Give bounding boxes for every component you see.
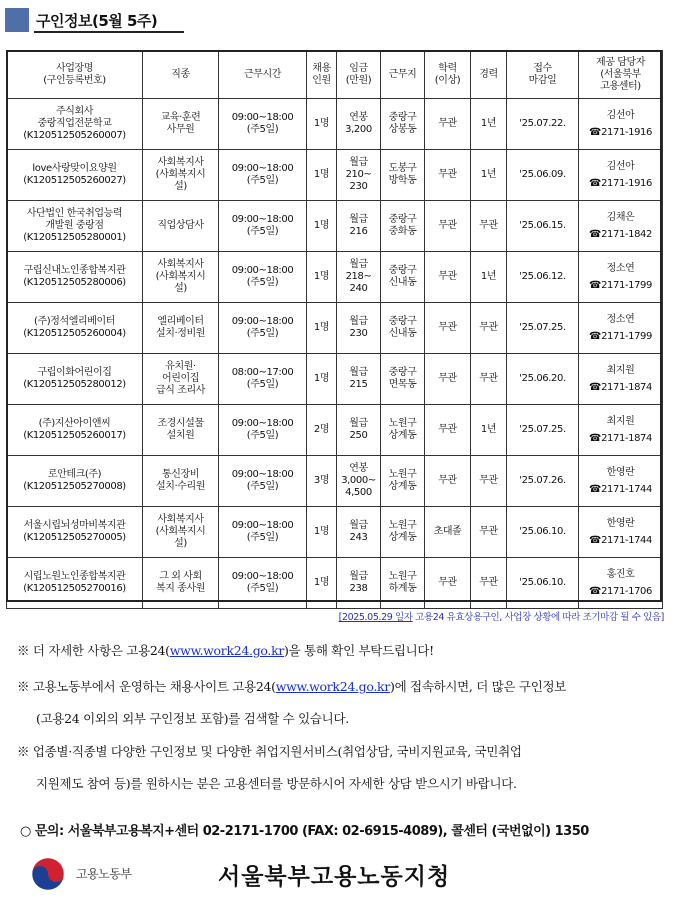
phone-icon: ☎ [589,228,602,240]
work24-link-1[interactable]: www.work24.go.kr [169,643,285,658]
wage-cell: 월급 243 [337,507,381,558]
column-header: 직종 [143,51,219,99]
hours-cell: 09:00~18:00 (주5일) [219,252,307,303]
job-cell: 그 외 사회 복지 종사원 [143,558,219,609]
table-row [7,303,663,354]
manager-phone: ☎2171-1842 [589,228,652,240]
company-cell: 주식회사 중랑직업전문학교 (K120512505260007) [7,99,143,150]
deadline-cell: '25.06.09. [507,150,579,201]
deadline-cell: '25.06.10. [507,507,579,558]
experience-cell: 무관 [471,507,507,558]
manager-cell [579,252,663,303]
count-cell: 1명 [307,354,337,405]
taegeuk-logo-icon [30,856,66,892]
column-header: 경력 [471,51,507,99]
job-cell: 유치원· 어린이집 급식 조리사 [143,354,219,405]
location-cell: 노원구 하계동 [381,558,425,609]
job-cell: 사회복지사 (사회복지시 설) [143,150,219,201]
education-cell: 무관 [425,405,471,456]
phone-icon: ☎ [589,330,602,342]
hours-cell: 09:00~18:00 (주5일) [219,150,307,201]
phone-icon: ☎ [589,585,602,597]
manager-phone: ☎2171-1744 [589,534,652,546]
manager-cell [579,507,663,558]
job-cell: 통신장비 설치·수리원 [143,456,219,507]
phone-icon: ☎ [589,126,602,138]
deadline-cell: '25.07.25. [507,303,579,354]
info-paragraph-2 [17,677,566,695]
manager-cell [579,354,663,405]
experience-cell: 무관 [471,558,507,609]
contact-line: ○ 문의: 서울북부고용복지+센터 02-2171-1700 (FAX: 02-6915-4089), 콜센터 (국번없이) 1350 [20,824,589,839]
manager-phone: ☎2171-1799 [589,330,652,342]
manager-name: 김채은 [606,211,635,223]
table-row [7,150,663,201]
deadline-cell: '25.07.22. [507,99,579,150]
page-title: 구인정보(5월 5주) [36,12,158,30]
table-row [7,558,663,609]
experience-cell: 1년 [471,252,507,303]
manager-cell [579,303,663,354]
manager-name: 정소연 [606,262,635,274]
count-cell: 1명 [307,252,337,303]
job-cell: 교육·훈련 사무원 [143,99,219,150]
wage-cell: 연봉 3,000~ 4,500 [337,456,381,507]
manager-cell [579,405,663,456]
hours-cell: 09:00~18:00 (주5일) [219,456,307,507]
manager-cell [579,150,663,201]
experience-cell: 무관 [471,456,507,507]
wage-cell: 월급 215 [337,354,381,405]
job-cell: 직업상담사 [143,201,219,252]
wage-cell: 월급 218~ 240 [337,252,381,303]
hours-cell: 09:00~18:00 (주5일) [219,99,307,150]
para1-text-end: )을 통해 확인 부탁드립니다! [284,643,434,658]
job-cell: 사회복지사 (사회복지시 설) [143,507,219,558]
experience-cell: 1년 [471,99,507,150]
location-cell: 도봉구 방학동 [381,150,425,201]
count-cell: 1명 [307,507,337,558]
table-row [7,354,663,405]
wage-cell: 월급 216 [337,201,381,252]
manager-phone: ☎2171-1799 [589,279,652,291]
deadline-cell: '25.06.10. [507,558,579,609]
manager-name: 한영란 [606,517,635,529]
wage-cell: 월급 238 [337,558,381,609]
experience-cell: 무관 [471,354,507,405]
table-note [339,609,664,623]
para2-text: ※ 고용노동부에서 운영하는 채용사이트 고용24( [17,679,276,694]
company-cell: 시립노원노인종합복지관 (K120512505270016) [7,558,143,609]
manager-phone: ☎2171-1744 [589,483,652,495]
wage-cell: 연봉 3,200 [337,99,381,150]
manager-cell [579,558,663,609]
hours-cell: 09:00~18:00 (주5일) [219,405,307,456]
manager-name: 정소연 [606,313,635,325]
table-row [7,507,663,558]
manager-phone: ☎2171-1874 [589,381,652,393]
deadline-cell: '25.07.26. [507,456,579,507]
column-header: 근무시간 [219,51,307,99]
title-accent-block [5,8,29,32]
education-cell: 무관 [425,252,471,303]
phone-icon: ☎ [589,432,602,444]
location-cell: 노원구 상계동 [381,507,425,558]
manager-name: 한영란 [606,466,635,478]
count-cell: 3명 [307,456,337,507]
phone-icon: ☎ [589,279,602,291]
manager-phone: ☎2171-1706 [589,585,652,597]
column-header: 근무지 [381,51,425,99]
company-cell: 사단법인 한국취업능력 개발원 중랑점 (K120512505280001) [7,201,143,252]
education-cell: 무관 [425,99,471,150]
note-text: 고용24 유효상용구인, 사업장 상황에 따라 조기마감 될 수 있음] [412,612,664,623]
info-paragraph-3-line2: 지원제도 참여 등)를 원하시는 분은 고용센터를 방문하시어 자세한 상담 받으시기 바랍니다. [36,776,517,791]
table-row [7,252,663,303]
hours-cell: 08:00~17:00 (주5일) [219,354,307,405]
experience-cell: 무관 [471,303,507,354]
table-row [7,201,663,252]
manager-name: 홍진호 [606,568,635,580]
hours-cell: 09:00~18:00 (주5일) [219,201,307,252]
manager-name: 최지원 [606,415,635,427]
company-cell: love사랑맞이요양원 (K120512505260027) [7,150,143,201]
manager-phone: ☎2171-1874 [589,432,652,444]
column-header: 채용 인원 [307,51,337,99]
wage-cell: 월급 250 [337,405,381,456]
manager-name: 김선아 [606,109,635,121]
phone-icon: ☎ [589,483,602,495]
manager-name: 최지원 [606,364,635,376]
job-cell: 사회복지사 (사회복지시 설) [143,252,219,303]
location-cell: 중랑구 상봉동 [381,99,425,150]
education-cell: 무관 [425,303,471,354]
hours-cell: 09:00~18:00 (주5일) [219,303,307,354]
experience-cell: 1년 [471,150,507,201]
location-cell: 중랑구 면목동 [381,354,425,405]
phone-icon: ☎ [589,534,602,546]
education-cell: 무관 [425,150,471,201]
company-cell: 로안테크(주) (K120512505270008) [7,456,143,507]
manager-phone: ☎2171-1916 [589,126,652,138]
ministry-logo-text: 고용노동부 [76,867,132,881]
company-cell: 서울시립뇌성마비복지관 (K120512505270005) [7,507,143,558]
column-header: 임금 (만원) [337,51,381,99]
phone-icon: ☎ [589,381,602,393]
count-cell: 1명 [307,558,337,609]
note-date: [2025.05.29 일자 [338,612,413,623]
deadline-cell: '25.06.12. [507,252,579,303]
count-cell: 1명 [307,99,337,150]
location-cell: 중랑구 신내동 [381,303,425,354]
company-cell: (주)지산아이앤씨 (K120512505260017) [7,405,143,456]
table-row [7,99,663,150]
wage-cell: 월급 210~ 230 [337,150,381,201]
education-cell: 무관 [425,456,471,507]
info-paragraph-2-line2: (고용24 이외의 외부 구인정보 포함)를 검색할 수 있습니다. [36,711,349,726]
experience-cell: 무관 [471,201,507,252]
info-paragraph-1 [17,641,434,659]
location-cell: 노원구 상계동 [381,405,425,456]
hours-cell: 09:00~18:00 (주5일) [219,558,307,609]
para2-text-end: )에 접속하시면, 더 많은 구인정보 [390,679,567,694]
manager-phone: ☎2171-1916 [589,177,652,189]
manager-cell [579,99,663,150]
agency-name: 서울북부고용노동지청 [218,864,451,890]
location-cell: 노원구 상계동 [381,456,425,507]
job-cell: 조경시설물 설치원 [143,405,219,456]
deadline-cell: '25.06.20. [507,354,579,405]
company-cell: 구립신내노인종합복지관 (K120512505280006) [7,252,143,303]
count-cell: 1명 [307,201,337,252]
company-cell: 구립이화어린이집 (K120512505280012) [7,354,143,405]
education-cell: 무관 [425,354,471,405]
info-paragraph-3: ※ 업종별·직종별 다양한 구인정보 및 다양한 취업지원서비스(취업상담, 국비지원교육, 국민취업 [17,744,522,759]
count-cell: 2명 [307,405,337,456]
wage-cell: 월급 230 [337,303,381,354]
work24-link-2[interactable]: www.work24.go.kr [275,679,391,694]
location-cell: 중랑구 신내동 [381,252,425,303]
experience-cell: 1년 [471,405,507,456]
education-cell: 무관 [425,201,471,252]
education-cell: 무관 [425,558,471,609]
column-header: 학력 (이상) [425,51,471,99]
footer [0,848,673,898]
phone-icon: ☎ [589,177,602,189]
deadline-cell: '25.06.15. [507,201,579,252]
deadline-cell: '25.07.25. [507,405,579,456]
manager-name: 김선아 [606,160,635,172]
count-cell: 1명 [307,150,337,201]
job-table [6,50,663,609]
table-row [7,456,663,507]
company-cell: (주)정석엘리베이터 (K120512505260004) [7,303,143,354]
hours-cell: 09:00~18:00 (주5일) [219,507,307,558]
title-underline [34,31,184,33]
column-header: 제공 담당자 (서울북부 고용센터) [579,51,663,99]
table-row [7,405,663,456]
count-cell: 1명 [307,303,337,354]
education-cell: 초대졸 [425,507,471,558]
page-title-bar [5,8,183,32]
column-header: 접수 마감일 [507,51,579,99]
column-header: 사업장명 (구인등록번호) [7,51,143,99]
job-cell: 엘리베이터 설치·정비원 [143,303,219,354]
para1-text: ※ 더 자세한 사항은 고용24( [17,643,170,658]
manager-cell [579,201,663,252]
location-cell: 중랑구 중화동 [381,201,425,252]
manager-cell [579,456,663,507]
